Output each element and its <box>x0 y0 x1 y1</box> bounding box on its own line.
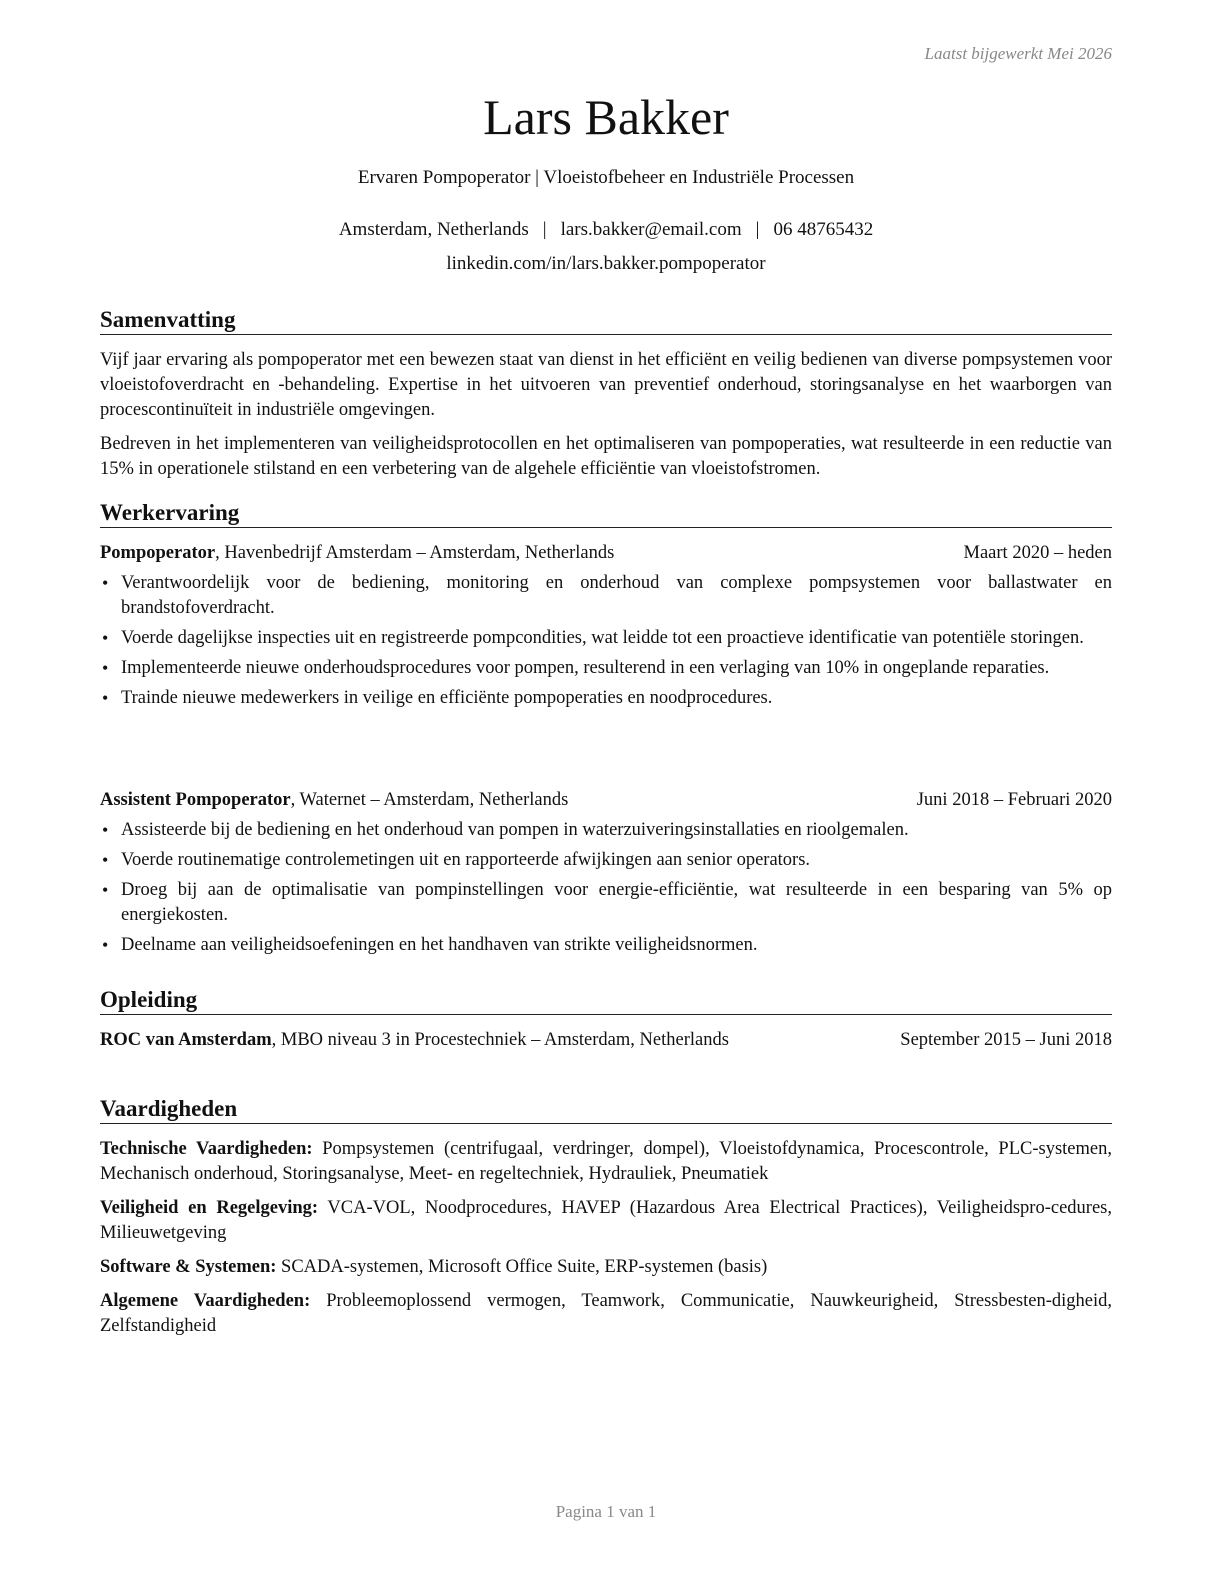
job-role: Assistent Pompoperator <box>100 790 291 810</box>
skill-group <box>100 1137 1112 1187</box>
skill-label: Technische Vaardigheden: <box>100 1139 313 1159</box>
skill-group <box>100 1289 1112 1339</box>
section-title-education: Opleiding <box>100 986 1112 1015</box>
job-details: , Havenbedrijf Amsterdam – Amsterdam, Netherlands <box>215 543 615 563</box>
list-item: • Verantwoordelijk voor de bediening, monitoring en onderhoud van complexe pompsystemen voor ballastwater en brandstofoverdracht. <box>100 571 1112 621</box>
contact-line <box>100 219 1112 241</box>
job-dates: Maart 2020 – heden <box>963 543 1112 563</box>
page-number: Pagina 1 van 1 <box>555 1502 657 1521</box>
candidate-name: Lars Bakker <box>483 89 729 145</box>
job-details: , Waternet – Amsterdam, Netherlands <box>290 790 569 810</box>
list-item: • Deelname aan veiligheidsoefeningen en het handhaven van strikte veiligheidsnormen. <box>100 933 1112 958</box>
last-updated: Laatst bijgewerkt Mei 2026 <box>924 44 1112 63</box>
linkedin-link[interactable]: linkedin.com/in/lars.bakker.pompoperator <box>446 253 766 274</box>
list-item: • Assisteerde bij de bediening en het onderhoud van pompen in waterzuiveringsinstallaties en rioolgemalen. <box>100 818 1112 843</box>
job-bullets <box>100 571 1112 716</box>
job-role: Pompoperator <box>100 543 216 563</box>
job-bullets <box>100 818 1112 963</box>
section-title-experience: Werkervaring <box>100 499 1112 528</box>
skill-group <box>100 1196 1112 1246</box>
skill-label: Algemene Vaardigheden: <box>100 1291 311 1311</box>
education-dates: September 2015 – Juni 2018 <box>900 1030 1112 1050</box>
list-item: • Droeg bij aan de optimalisatie van pompinstellingen voor energie-efficiëntie, wat resulteerde in een besparing van 5% op energiekosten. <box>100 878 1112 928</box>
job-header <box>100 541 1112 566</box>
candidate-subtitle: Ervaren Pompoperator | Vloeistofbeheer en Industriële Processen <box>357 167 855 188</box>
skill-label: Software & Systemen: <box>100 1257 277 1277</box>
skill-group <box>100 1255 1112 1280</box>
job-dates: Juni 2018 – Februari 2020 <box>916 790 1112 810</box>
summary-paragraph-1: Vijf jaar ervaring als pompoperator met een bewezen staat van dienst in het efficiënt en veilig bedienen van diverse pompsystemen voor vloeistofoverdracht en -behandeling. Expertise in het uitvoeren van preventief onderhoud, storingsanalyse en het waarborgen van procescontinuïteit in industriële omgevingen. <box>100 350 1112 420</box>
job-header <box>100 788 1112 813</box>
skill-label: Veiligheid en Regelgeving: <box>100 1198 319 1218</box>
skill-text: Probleemoplossend vermogen, Teamwork, Communicatie, Nauwkeurigheid, Stressbesten-digheid, Zelfstandigheid <box>100 1291 1113 1336</box>
phone-text: 06 48765432 <box>773 219 874 240</box>
email-link[interactable]: lars.bakker@email.com <box>560 219 742 240</box>
resume-page <box>100 0 1112 1584</box>
list-item: • Voerde dagelijkse inspecties uit en registreerde pompcondities, wat leidde tot een proactieve identificatie van potentiële storingen. <box>100 626 1112 651</box>
skill-text: SCADA-systemen, Microsoft Office Suite, ERP-systemen (basis) <box>276 1257 768 1277</box>
separator: | <box>755 219 760 240</box>
location-text: Amsterdam, Netherlands <box>338 219 529 240</box>
school-name: ROC van Amsterdam <box>100 1030 272 1050</box>
section-title-summary: Samenvatting <box>100 306 1112 335</box>
summary-paragraph-2: Bedreven in het implementeren van veiligheidsprotocollen en het optimaliseren van pompoperaties, wat resulteerde in een reductie van 15% in operationele stilstand en een verbetering van de algehele efficiëntie van vloeistofstromen. <box>100 434 1112 479</box>
list-item: • Voerde routinematige controlemetingen uit en rapporteerde afwijkingen aan senior operators. <box>100 848 1112 873</box>
separator: | <box>542 219 547 240</box>
section-title-skills: Vaardigheden <box>100 1095 1112 1124</box>
education-entry <box>100 1028 1112 1053</box>
list-item: • Implementeerde nieuwe onderhoudsprocedures voor pompen, resulterend in een verlaging van 10% in ongeplande reparaties. <box>100 656 1112 681</box>
skill-text: Pompsystemen (centrifugaal, verdringer, dompel), Vloeistofdynamica, Procescontrole, PLC-systemen, Mechanisch onderhoud, Storingsanalyse, Meet- en regeltechniek, Hydrauliek, Pneumatiek <box>100 1139 1112 1184</box>
list-item: • Trainde nieuwe medewerkers in veilige en efficiënte pompoperaties en noodprocedures. <box>100 686 1112 711</box>
skill-text: VCA-VOL, Noodprocedures, HAVEP (Hazardous Area Electrical Practices), Veiligheidspro-cedures, Milieuwetgeving <box>100 1198 1112 1243</box>
education-details: , MBO niveau 3 in Procestechniek – Amsterdam, Netherlands <box>271 1030 729 1050</box>
